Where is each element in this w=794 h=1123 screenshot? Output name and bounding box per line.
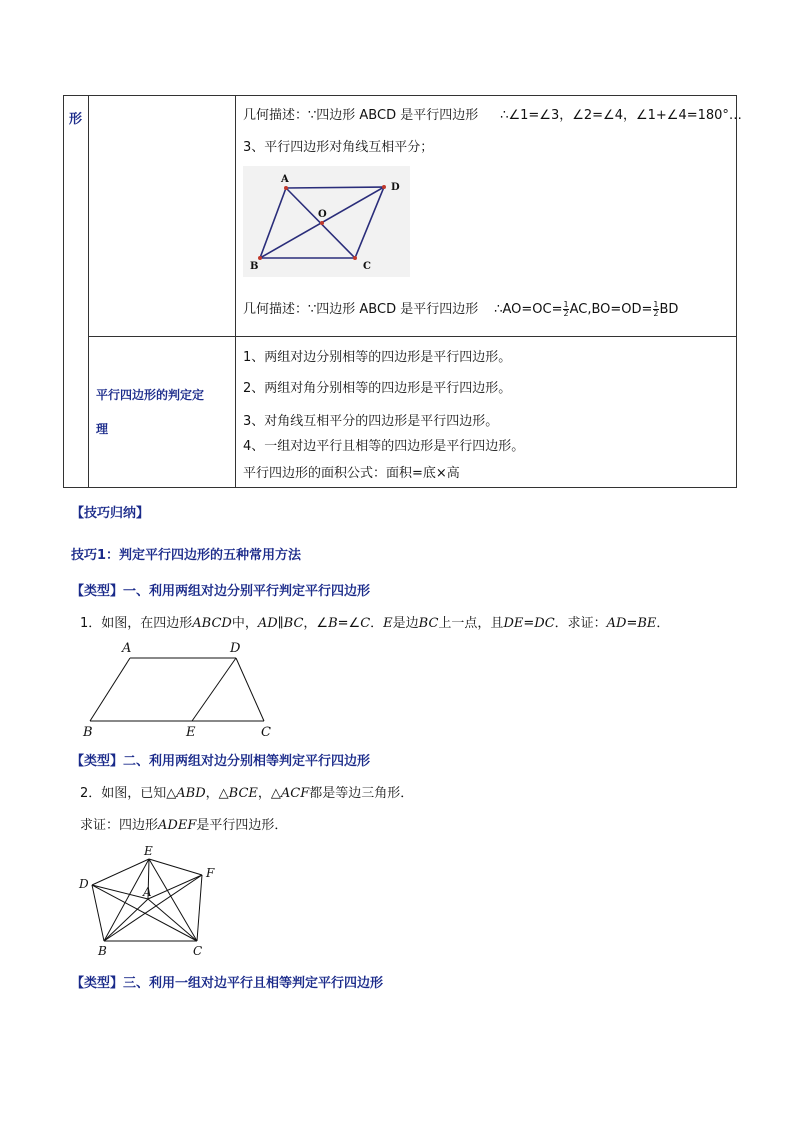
segment-AC <box>148 899 197 941</box>
fig3-label-F: F <box>206 866 215 880</box>
criterion-2: 2、两组对角分别相等的四边形是平行四边形。 <box>243 381 512 396</box>
fig1-label-B: B <box>250 261 259 272</box>
geo2-part3: BD <box>659 302 679 317</box>
skill-1-title: 技巧1：判定平行四边形的五种常用方法 <box>71 548 302 563</box>
figure-background <box>243 166 410 277</box>
row2-left-label-line2: 理 <box>96 422 109 436</box>
geo2-part1: ∴AO=OC= <box>494 302 563 317</box>
fig2-label-A: A <box>122 641 132 656</box>
type-2-title: 【类型】二、利用两组对边分别相等判定平行四边形 <box>71 754 371 769</box>
geo2-prefix: 几何描述：∵四边形 ABCD 是平行四边形 <box>243 302 479 317</box>
fraction-half-1: $\frac{1}{2}$ <box>563 300 569 318</box>
problem-1-figure <box>78 638 278 740</box>
type-1-title: 【类型】一、利用两组对边分别平行判定平行四边形 <box>71 584 371 599</box>
segment-BA <box>104 899 148 941</box>
vertex-C-dot <box>353 256 357 260</box>
problem-2-figure <box>76 842 226 962</box>
table-row-divider <box>88 336 737 337</box>
area-formula: 平行四边形的面积公式：面积=底×高 <box>243 466 460 481</box>
fig3-label-A: A <box>143 885 152 899</box>
segment-BF <box>104 875 202 941</box>
parallelogram-diagonals-figure <box>243 166 410 277</box>
fig2-label-B: B <box>83 725 93 740</box>
geo1-conclusion: ∴∠1=∠3，∠2=∠4，∠1+∠4=180°… <box>500 108 742 123</box>
criterion-3: 3、对角线互相平分的四边形是平行四边形。 <box>243 414 499 429</box>
fig1-label-A: A <box>281 174 289 185</box>
vertex-A-dot <box>284 186 288 190</box>
geometry-description-1 <box>243 104 742 123</box>
table-border-top <box>63 95 737 96</box>
fig1-label-C: C <box>363 261 371 272</box>
geo1-prefix: 几何描述：∵四边形 ABCD 是平行四边形 <box>243 108 479 123</box>
fraction-half-2: $\frac{1}{2}$ <box>653 300 659 318</box>
skills-header: 【技巧归纳】 <box>71 506 150 521</box>
segment-FC <box>197 875 202 941</box>
problem-2-proof-statement: 求证：四边形ADEF是平行四边形． <box>80 818 288 833</box>
segment-DC <box>236 658 264 721</box>
problem-1-text: 1．如图，在四边形ABCD中，AD∥BC，∠B=∠C．E是边BC上一点，且DE=DC．求证：AD=BE． <box>80 616 670 631</box>
geometry-description-2 <box>243 298 678 318</box>
table-col-divider-2 <box>235 95 236 488</box>
segment-DA <box>92 885 148 899</box>
segment-AB <box>90 658 130 721</box>
geo2-part2: AC,BO=OD= <box>569 302 653 317</box>
vertex-O-dot <box>320 221 324 225</box>
type-3-title: 【类型】三、利用一组对边平行且相等判定平行四边形 <box>71 976 384 991</box>
row2-left-label-line1: 平行四边形的判定定 <box>96 388 205 402</box>
edge-AD <box>286 187 384 188</box>
segment-DE <box>92 859 149 885</box>
problem-2-text: 2．如图，已知△ABD，△BCE，△ACF都是等边三角形． <box>80 786 414 801</box>
fig3-label-E: E <box>144 844 153 858</box>
fig3-label-C: C <box>193 944 203 958</box>
fig3-label-B: B <box>98 944 107 958</box>
table-col-divider-1 <box>88 95 89 488</box>
vertex-B-dot <box>258 256 262 260</box>
segment-BD <box>92 885 104 941</box>
fig2-label-D: D <box>230 641 241 656</box>
vertex-D-dot <box>382 185 386 189</box>
fig2-label-C: C <box>261 725 271 740</box>
segment-BE <box>104 859 149 941</box>
fig1-label-D: D <box>391 182 400 193</box>
segment-AF <box>148 875 202 899</box>
table-border-right <box>736 95 737 488</box>
table-border-bottom <box>63 487 737 488</box>
property-3-text: 3、平行四边形对角线互相平分； <box>243 140 434 155</box>
table-border-left <box>63 95 64 488</box>
fig2-label-E: E <box>186 725 196 740</box>
row1-left-label: 形 <box>69 112 83 127</box>
criterion-4: 4、一组对边平行且相等的四边形是平行四边形。 <box>243 439 525 454</box>
segment-DE <box>192 658 236 721</box>
fig3-label-D: D <box>79 877 89 891</box>
fig1-label-O: O <box>318 209 327 220</box>
criterion-1: 1、两组对边分别相等的四边形是平行四边形。 <box>243 350 512 365</box>
